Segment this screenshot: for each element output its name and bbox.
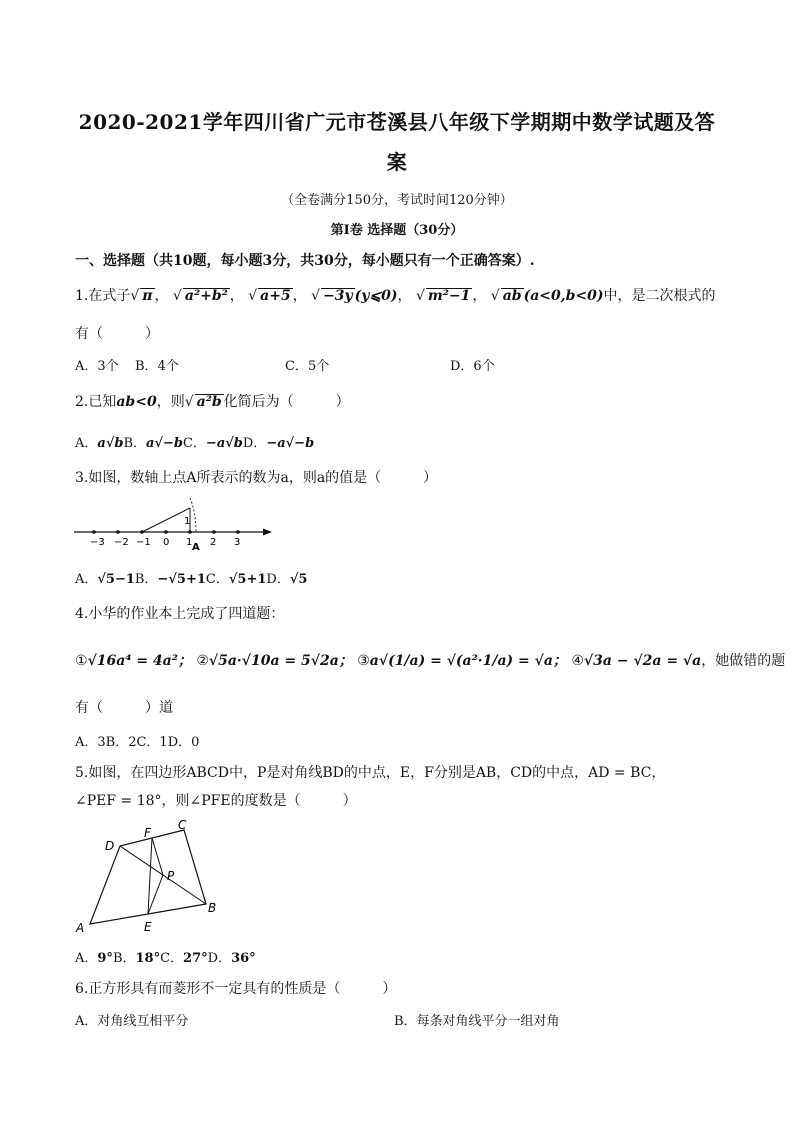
document-title-line1: 2020-2021学年四川省广元市苍溪县八年级下学期期中数学试题及答 bbox=[78, 110, 716, 134]
q2-option-a-label: A． bbox=[75, 436, 98, 451]
question-1-line2: 有（ ） bbox=[75, 326, 159, 342]
exam-info: （全卷满分150分，考试时间120分钟） bbox=[281, 193, 513, 208]
q2-options bbox=[75, 432, 314, 451]
point-a-label: A bbox=[192, 542, 200, 552]
q1-expr-3: a+5 bbox=[260, 288, 291, 304]
q1-expr-6-cond: (a<0,b<0) bbox=[523, 288, 604, 304]
question-4: 4.小华的作业本上完成了四道题： bbox=[75, 606, 285, 622]
q2-condition: ab<0 bbox=[116, 394, 157, 410]
label-f: F bbox=[144, 826, 151, 840]
q2-option-d: −a√−b bbox=[266, 436, 315, 451]
section-heading: 第Ⅰ卷 选择题（30分） bbox=[330, 223, 464, 238]
q3-option-d-label: D． bbox=[266, 572, 290, 587]
tick-label-neg1: −1 bbox=[136, 537, 151, 548]
q2-prefix: 2.已知 bbox=[75, 394, 117, 410]
question-2: 2.已知ab<0，则√ a²b 化简后为（ ） bbox=[75, 394, 350, 410]
tick-label-neg2: −2 bbox=[114, 537, 129, 548]
q4-stmt-1-mark: ① bbox=[75, 653, 88, 669]
label-c: C bbox=[178, 818, 187, 832]
q4-stmt-3: a√(1/a) = √(a²·1/a) = √a； bbox=[369, 653, 567, 669]
q4-stmt-4-mark: ④ bbox=[571, 653, 584, 669]
q3-option-c: √5+1 bbox=[228, 572, 267, 587]
segment-pe bbox=[148, 875, 163, 914]
q1-option-b: B．4个 bbox=[135, 359, 179, 374]
q5-options bbox=[75, 947, 256, 966]
q3-option-c-label: C． bbox=[205, 572, 229, 587]
question-6: 6.正方形具有而菱形不一定具有的性质是（ ） bbox=[75, 981, 397, 997]
q1-expr-4: −3y bbox=[323, 288, 353, 304]
segment-pf bbox=[152, 838, 163, 875]
q4-stmt-2-mark: ② bbox=[196, 653, 209, 669]
q1-expr-4-cond: (y⩽0) bbox=[354, 288, 398, 304]
axis-arrow bbox=[263, 529, 272, 536]
q2-mid: ，则 bbox=[156, 394, 185, 410]
q5-option-a: 9° bbox=[97, 951, 113, 966]
q3-option-a-label: A． bbox=[75, 572, 98, 587]
q1-prefix: 1.在式子 bbox=[75, 288, 131, 304]
q6-option-a: A．对角线互相平分 bbox=[75, 1014, 189, 1029]
q2-option-a: a√b bbox=[97, 436, 124, 451]
q3-option-b: −√5+1 bbox=[157, 572, 206, 587]
q4-stmt-1: √16a⁴ = 4a²； bbox=[87, 653, 192, 669]
q4-line3: 有（ ）道 bbox=[75, 700, 173, 716]
question-5-line2: ∠PEF = 18°，则∠PFE的度数是（ ） bbox=[75, 793, 357, 809]
q5-option-c-label: C． bbox=[160, 951, 184, 966]
q1-expr-2: a²+b² bbox=[184, 288, 228, 304]
question-5-line1: 5.如图，在四边形ABCD中，P是对角线BD的中点，E，F分别是AB，CD的中点，AD = BC， bbox=[75, 765, 666, 781]
label-a: A bbox=[76, 921, 85, 935]
tick-label-3: 3 bbox=[234, 537, 241, 548]
q1-expr-6: ab bbox=[502, 288, 522, 304]
q3-options bbox=[75, 568, 307, 587]
q2-option-d-label: D． bbox=[242, 436, 267, 451]
tick-label-2: 2 bbox=[210, 537, 217, 548]
tick-label-1: 1 bbox=[186, 537, 193, 548]
q4-statements bbox=[75, 650, 785, 670]
q1-expr-1: π bbox=[142, 288, 153, 304]
label-e: E bbox=[144, 920, 152, 934]
q4-stmt-2: √5a·√10a = 5√2a； bbox=[208, 653, 353, 669]
number-line-figure bbox=[70, 494, 280, 552]
q1-option-c: C．5个 bbox=[285, 359, 330, 374]
q2-expr: a²b bbox=[196, 394, 222, 410]
q4-options: A．3B．2C．1D．0 bbox=[75, 735, 200, 750]
question-1-line1: 1.在式子√ π ， √ a²+b² ， √ a+5 ， √ −3y (y⩽0)， √ m²−1 ， √ ab (a<0,b<0)中，是二次根式的 bbox=[75, 288, 716, 304]
q2-suffix: 化简后为（ ） bbox=[223, 394, 350, 410]
segment-ef bbox=[148, 838, 152, 914]
tick-label-0: 0 bbox=[163, 537, 170, 548]
q4-stmt-4: √3a − √2a = √a bbox=[583, 653, 702, 669]
q1-option-a: A．3个 bbox=[75, 359, 119, 374]
q2-option-c: −a√b bbox=[205, 436, 243, 451]
q3-option-a: √5−1 bbox=[97, 572, 135, 587]
q5-option-c: 27° bbox=[183, 951, 208, 966]
label-b: B bbox=[208, 901, 217, 915]
q5-option-d-label: D． bbox=[207, 951, 232, 966]
tick-label-neg3: −3 bbox=[90, 537, 105, 548]
label-p: P bbox=[167, 869, 175, 883]
q1-suffix: 中，是二次根式的 bbox=[603, 288, 716, 304]
part-heading: 一、选择题（共10题，每小题3分，共30分，每小题只有一个正确答案）. bbox=[75, 253, 535, 269]
q5-option-d: 36° bbox=[231, 951, 256, 966]
label-d: D bbox=[105, 839, 115, 853]
q4-stmt-3-mark: ③ bbox=[357, 653, 370, 669]
arc bbox=[190, 498, 196, 532]
document-title-line2: 案 bbox=[386, 150, 408, 174]
q5-option-b: 18° bbox=[135, 951, 161, 966]
quadrilateral-figure bbox=[72, 818, 232, 938]
q2-option-b-label: B． bbox=[123, 436, 147, 451]
question-3: 3.如图，数轴上点A所表示的数为a，则a的值是（ ） bbox=[75, 470, 438, 486]
q2-option-c-label: C． bbox=[182, 436, 206, 451]
height-label: 1 bbox=[184, 516, 191, 527]
q5-option-b-label: B． bbox=[112, 951, 136, 966]
q6-option-b: B．每条对角线平分一组对角 bbox=[394, 1014, 560, 1029]
q5-option-a-label: A． bbox=[75, 951, 98, 966]
q2-option-b: a√−b bbox=[146, 436, 183, 451]
q4-tail: ，她做错的题 bbox=[701, 653, 786, 669]
triangle-hypotenuse bbox=[142, 508, 190, 532]
q1-expr-5: m²−1 bbox=[427, 288, 471, 304]
q1-option-d: D．6个 bbox=[450, 359, 495, 374]
q3-option-d: √5 bbox=[289, 572, 308, 587]
q3-option-b-label: B． bbox=[134, 572, 158, 587]
